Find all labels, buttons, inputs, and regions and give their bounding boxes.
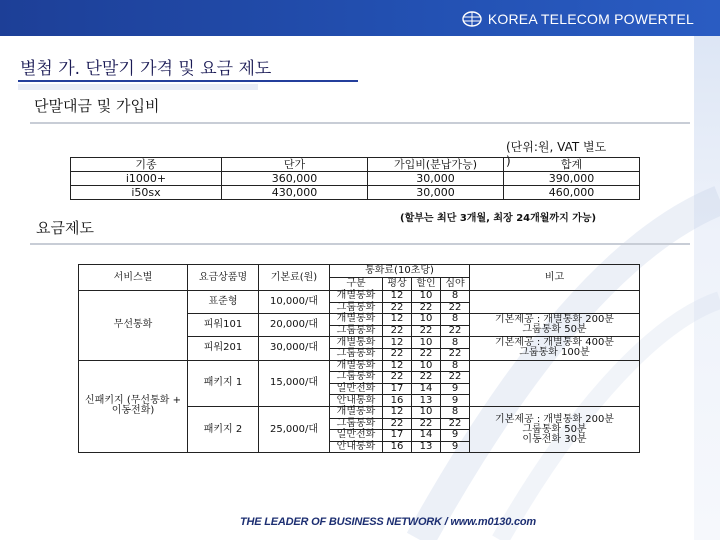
remark-line: 기본제공 : 개별통화 200분 xyxy=(495,413,614,425)
header-cell: 심야 xyxy=(441,278,470,291)
header-cell: 합계 xyxy=(504,158,640,172)
rate-cell: 12 xyxy=(383,406,412,418)
rate-cell: 개별통화 xyxy=(330,360,383,372)
table-cell: i50sx xyxy=(71,186,222,200)
remark-cell xyxy=(470,291,640,314)
table-cell: 360,000 xyxy=(222,172,368,186)
rate-cell: 22 xyxy=(412,372,441,384)
globe-logo-icon xyxy=(462,11,482,27)
rate-cell: 그룹통화 xyxy=(330,348,383,360)
rate-cell: 10 xyxy=(412,291,441,303)
remark-cell xyxy=(470,314,640,337)
product-cell: 표준형 xyxy=(188,291,259,314)
rate-cell: 22 xyxy=(441,348,470,360)
header-cell: 가입비(분납가능) xyxy=(368,158,504,172)
product-cell: 패키지 2 xyxy=(188,406,259,452)
header-cell: 구분 xyxy=(330,278,383,291)
table-row xyxy=(71,172,640,186)
rate-cell: 13 xyxy=(412,395,441,407)
page-title: 별첨 가. 단말기 가격 및 요금 제도 xyxy=(20,59,272,79)
header-cell: 비고 xyxy=(470,265,640,291)
rate-cell: 안내통화 xyxy=(330,441,383,453)
rate-cell: 그룹통화 xyxy=(330,372,383,384)
table-row xyxy=(79,291,640,303)
base-fee-cell: 25,000/대 xyxy=(259,406,330,452)
rate-cell: 개별통화 xyxy=(330,406,383,418)
rate-plan-table xyxy=(78,264,640,453)
section-heading-rates: 요금제도 xyxy=(36,219,94,237)
product-cell: 패키지 1 xyxy=(188,360,259,406)
rate-cell: 22 xyxy=(441,302,470,314)
rate-cell: 22 xyxy=(441,372,470,384)
rate-cell: 10 xyxy=(412,406,441,418)
table-cell: 460,000 xyxy=(504,186,640,200)
brand-header xyxy=(462,11,694,27)
rate-cell: 12 xyxy=(383,360,412,372)
title-divider xyxy=(18,80,358,82)
product-cell: 피워201 xyxy=(188,337,259,360)
device-price-table xyxy=(70,157,640,200)
rate-cell: 일반전화 xyxy=(330,430,383,442)
table-cell: 30,000 xyxy=(368,172,504,186)
rate-cell: 일반전화 xyxy=(330,383,383,395)
rate-cell: 9 xyxy=(441,395,470,407)
header-cell: 평상 xyxy=(383,278,412,291)
title-underbar xyxy=(18,84,258,90)
remark-line: 이동전화 30분 xyxy=(522,433,587,445)
rate-cell: 9 xyxy=(441,383,470,395)
header-cell: 기본료(원) xyxy=(259,265,330,291)
remark-line: 그룹통화 100분 xyxy=(519,347,590,359)
rate-cell: 16 xyxy=(383,441,412,453)
rate-cell: 그룹통화 xyxy=(330,325,383,337)
rate-cell: 22 xyxy=(441,325,470,337)
table-cell: 30,000 xyxy=(368,186,504,200)
table-row xyxy=(79,360,640,372)
rate-cell: 12 xyxy=(383,314,412,326)
rate-cell: 22 xyxy=(412,302,441,314)
remark-cell xyxy=(470,360,640,406)
rate-cell: 16 xyxy=(383,395,412,407)
header-cell: 요금상품명 xyxy=(188,265,259,291)
service-group-cell: 무선통화 xyxy=(79,291,188,361)
table-cell: 390,000 xyxy=(504,172,640,186)
rate-cell: 개별통화 xyxy=(330,337,383,349)
rate-cell: 22 xyxy=(412,325,441,337)
rate-cell: 10 xyxy=(412,337,441,349)
rate-cell: 그룹통화 xyxy=(330,302,383,314)
remark-line: 그룹통화 50분 xyxy=(522,423,587,435)
rate-cell: 14 xyxy=(412,383,441,395)
rate-cell: 안내통화 xyxy=(330,395,383,407)
remark-line: 기본제공 : 개별통화 400분 xyxy=(495,337,614,349)
rate-cell: 14 xyxy=(412,430,441,442)
rate-cell: 8 xyxy=(441,360,470,372)
rate-cell: 22 xyxy=(412,348,441,360)
remark-line: 기본제공 : 개별통화 200분 xyxy=(495,314,614,326)
rate-cell: 8 xyxy=(441,406,470,418)
rate-cell: 10 xyxy=(412,360,441,372)
unit-note: (단위:원, VAT 별도 xyxy=(506,140,607,154)
header-cell: 단가 xyxy=(222,158,368,172)
rate-cell: 22 xyxy=(383,372,412,384)
remark-cell xyxy=(470,406,640,452)
header-cell: 할인 xyxy=(412,278,441,291)
rate-cell: 8 xyxy=(441,291,470,303)
product-cell: 피워101 xyxy=(188,314,259,337)
base-fee-cell: 30,000/대 xyxy=(259,337,330,360)
rate-cell: 22 xyxy=(383,302,412,314)
base-fee-cell: 15,000/대 xyxy=(259,360,330,406)
rate-cell: 22 xyxy=(383,418,412,430)
base-fee-cell: 20,000/대 xyxy=(259,314,330,337)
rate-cell: 22 xyxy=(383,325,412,337)
rate-cell: 개별통화 xyxy=(330,314,383,326)
rate-cell: 그룹통화 xyxy=(330,418,383,430)
service-group-cell: 신패키지 (무선통화 + 이동전화) xyxy=(79,360,188,453)
remark-line: 그룹통화 50분 xyxy=(522,324,587,336)
rate-cell: 22 xyxy=(441,418,470,430)
rate-cell: 17 xyxy=(383,383,412,395)
section-divider xyxy=(30,122,690,124)
installment-note: (할부는 최단 3개월, 최장 24개월까지 가능) xyxy=(400,213,597,224)
rate-cell: 12 xyxy=(383,337,412,349)
rate-cell: 8 xyxy=(441,337,470,349)
rate-cell: 22 xyxy=(383,348,412,360)
footer-tagline: THE LEADER OF BUSINESS NETWORK / www.m0130.com xyxy=(240,516,536,528)
table-cell: 430,000 xyxy=(222,186,368,200)
table-header-row xyxy=(79,265,640,278)
rate-cell: 13 xyxy=(412,441,441,453)
section-divider xyxy=(30,243,690,245)
rate-cell: 12 xyxy=(383,291,412,303)
rate-cell: 8 xyxy=(441,314,470,326)
table-cell: i1000+ xyxy=(71,172,222,186)
rate-cell: 17 xyxy=(383,430,412,442)
section-heading-price: 단말대금 및 가입비 xyxy=(34,97,160,115)
rate-cell: 10 xyxy=(412,314,441,326)
rate-cell: 9 xyxy=(441,430,470,442)
header-cell: 기종 xyxy=(71,158,222,172)
brand-name: KOREA TELECOM POWERTEL xyxy=(487,11,694,27)
rate-cell: 22 xyxy=(412,418,441,430)
remark-cell xyxy=(470,337,640,360)
header-cell: 통화료(10초당) xyxy=(330,265,470,278)
base-fee-cell: 10,000/대 xyxy=(259,291,330,314)
rate-cell: 9 xyxy=(441,441,470,453)
rate-cell: 개별통화 xyxy=(330,291,383,303)
table-header-row xyxy=(71,158,640,172)
table-row xyxy=(71,186,640,200)
header-cell: 서비스별 xyxy=(79,265,188,291)
unit-note-close: ) xyxy=(506,154,511,168)
